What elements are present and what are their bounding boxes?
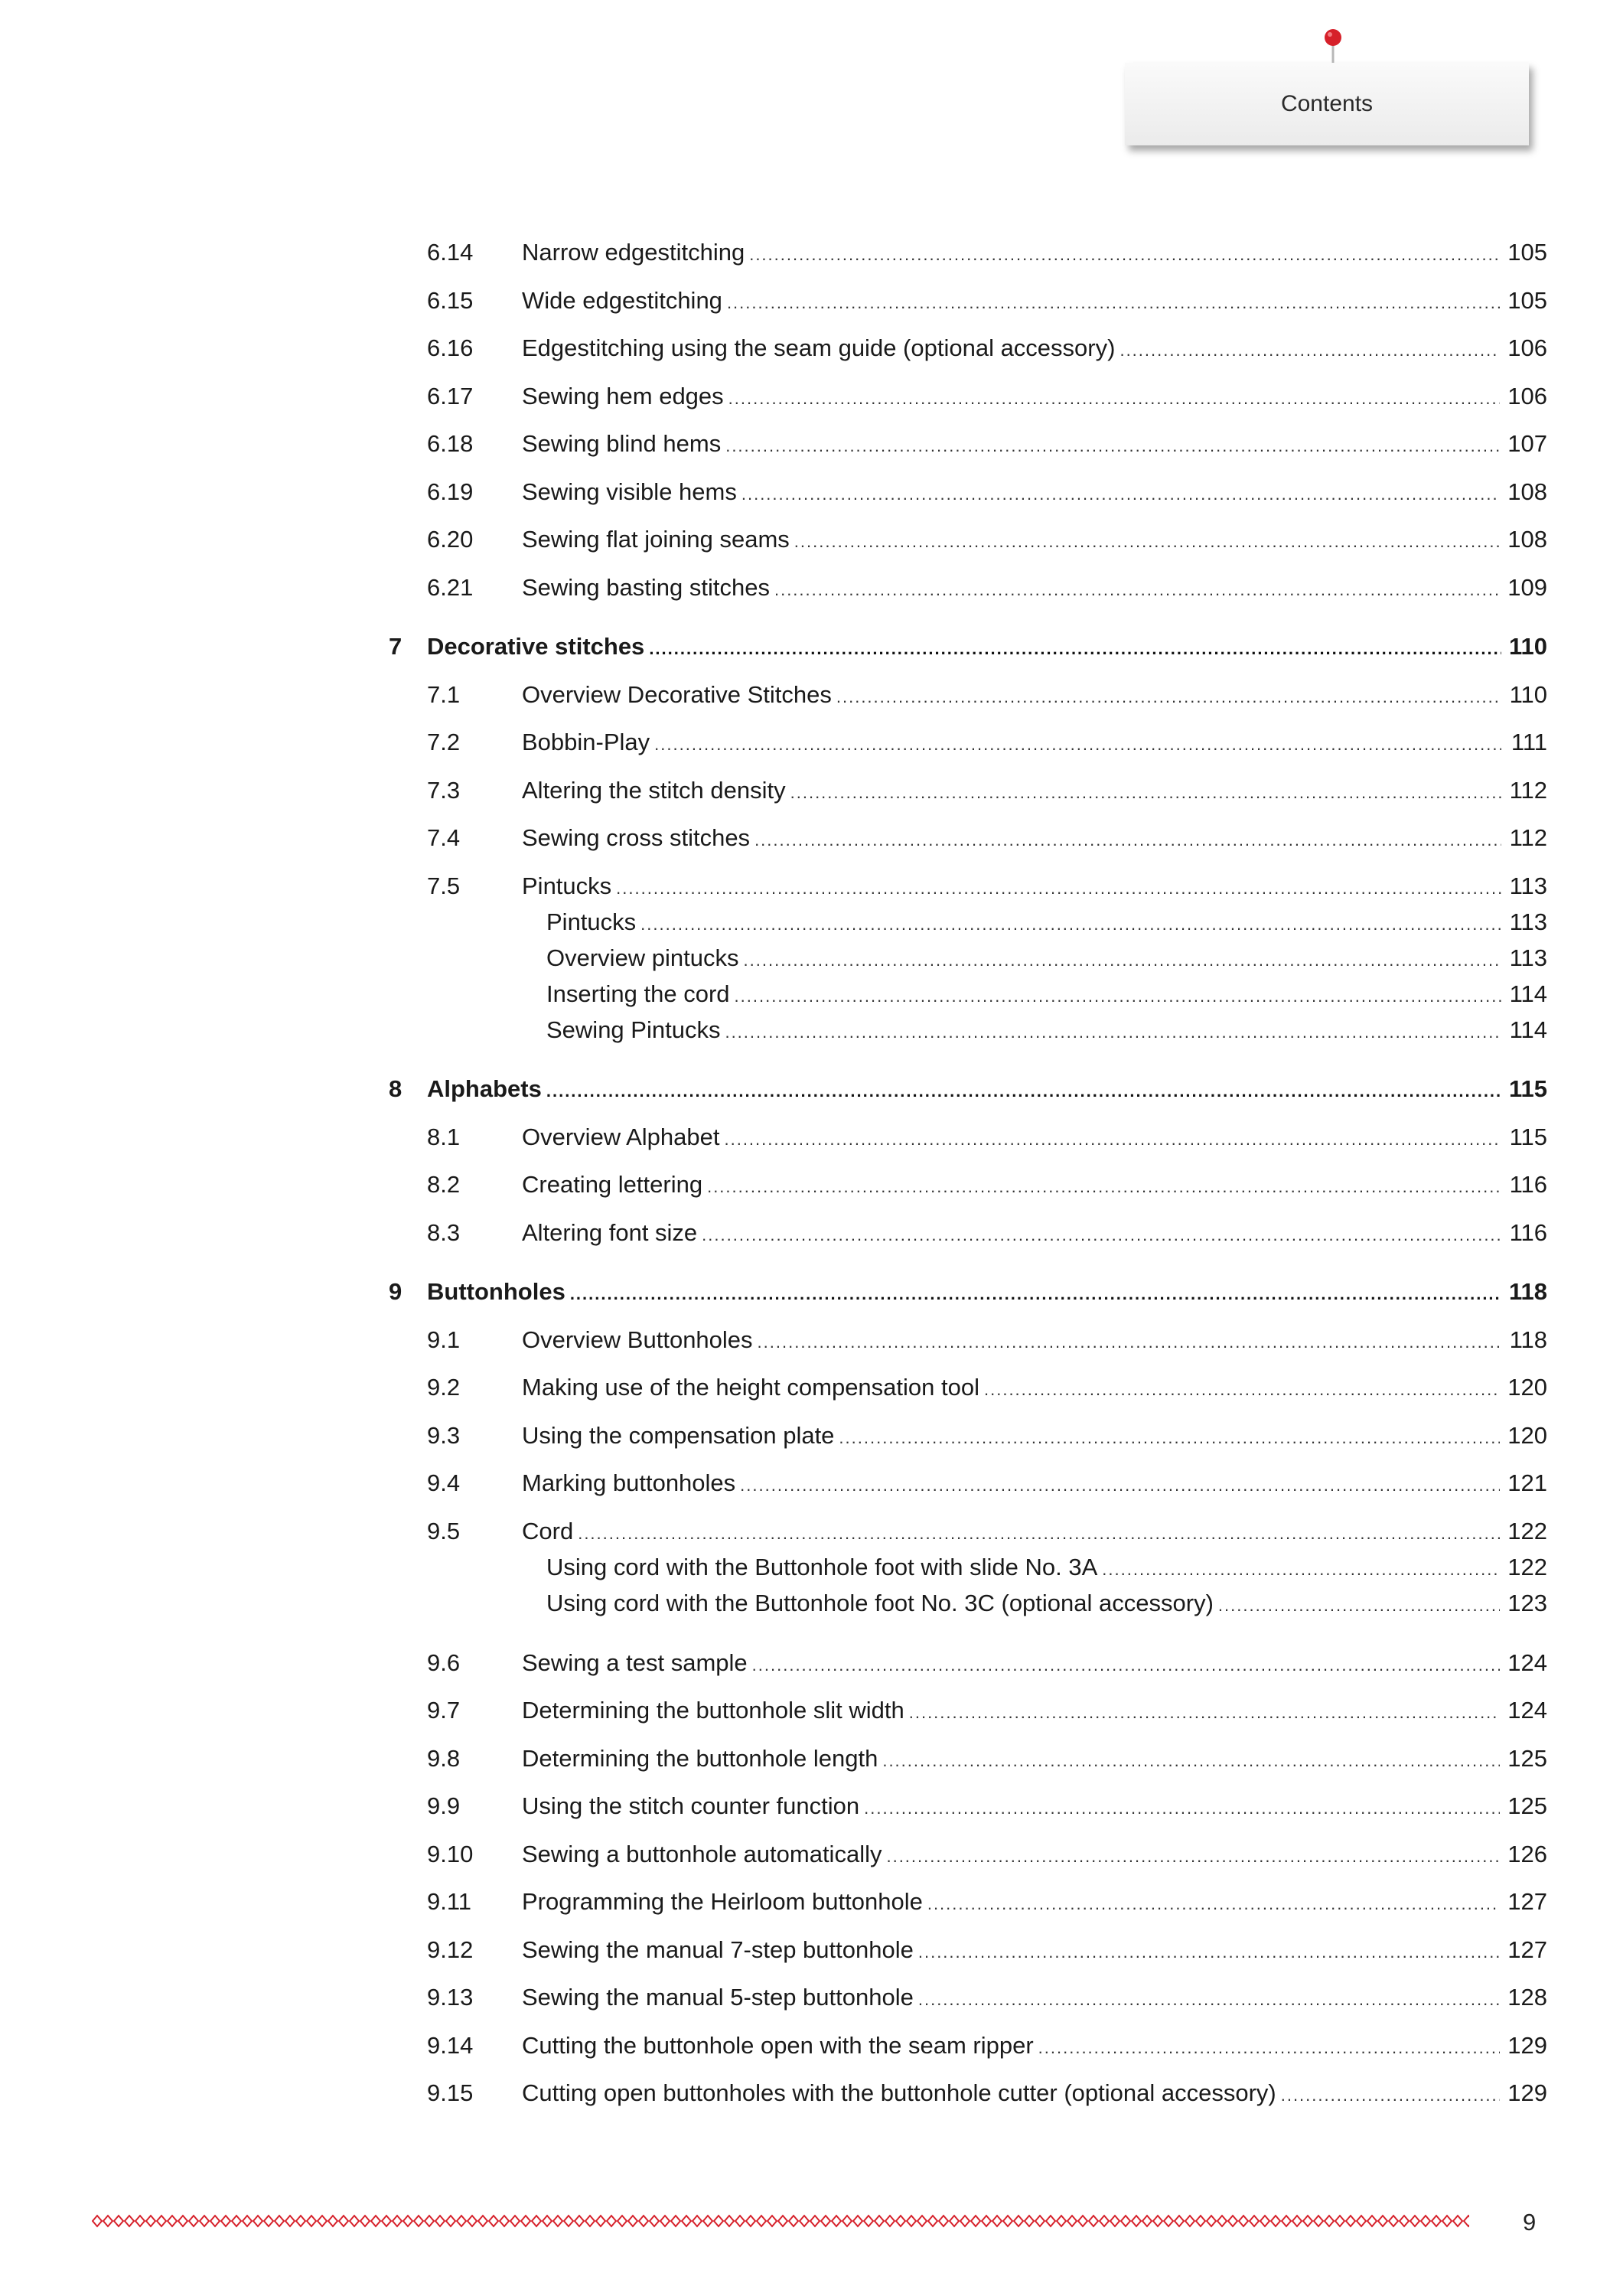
toc-entry-title: Altering font size — [522, 1218, 698, 1246]
toc-entry-page: 124 — [1507, 1697, 1547, 1724]
toc-subsection-entry[interactable] — [546, 979, 1547, 1012]
toc-entry-title: Sewing flat joining seams — [522, 526, 790, 553]
dot-leader — [640, 909, 1501, 940]
dot-leader — [749, 240, 1500, 270]
toc-entry-page: 116 — [1509, 1171, 1547, 1198]
dot-leader — [578, 1518, 1500, 1549]
toc-entry-title: Determining the buttonhole length — [522, 1744, 878, 1772]
dot-leader — [725, 1017, 1501, 1048]
toc-section-entry[interactable] — [427, 727, 1547, 760]
dot-leader — [1038, 2033, 1501, 2063]
toc-entry-page: 120 — [1507, 1374, 1547, 1401]
toc-entry-number: 9.15 — [427, 2079, 474, 2106]
toc-entry-title: Sewing the manual 5-step buttonhole — [522, 1984, 914, 2011]
toc-entry-number: 9.4 — [427, 1469, 461, 1496]
toc-entry-page: 121 — [1507, 1469, 1547, 1496]
toc-entry-page: 105 — [1507, 239, 1547, 266]
toc-entry-title: Sewing basting stitches — [522, 573, 770, 601]
toc-entry-title: Programming the Heirloom buttonhole — [522, 1888, 923, 1915]
toc-entry-number: 9.3 — [427, 1421, 461, 1449]
dot-leader — [725, 431, 1500, 461]
toc-section-entry[interactable] — [427, 524, 1547, 557]
toc-section-entry[interactable] — [427, 1122, 1547, 1155]
toc-entry-page: 129 — [1507, 2031, 1547, 2059]
toc-entry-number: 9.12 — [427, 1936, 474, 1963]
toc-subsection-entry[interactable] — [546, 1552, 1547, 1585]
dot-leader — [794, 527, 1500, 557]
toc-entry-number: 6.16 — [427, 334, 474, 361]
toc-section-entry[interactable] — [427, 285, 1547, 318]
dot-leader — [546, 1076, 1501, 1107]
toc-section-entry[interactable] — [427, 1169, 1547, 1202]
toc-entry-number: 9.13 — [427, 1984, 474, 2011]
toc-entry-number: 7.1 — [427, 680, 461, 708]
toc-section-entry[interactable] — [427, 1982, 1547, 2015]
toc-entry-number: 6.18 — [427, 430, 474, 457]
toc-entry-number: 6.17 — [427, 382, 474, 409]
toc-entry-page: 106 — [1507, 334, 1547, 361]
toc-subsection-entry[interactable] — [546, 1015, 1547, 1048]
dot-leader — [927, 1889, 1500, 1919]
toc-entry-number: 7.5 — [427, 872, 461, 899]
toc-section-entry[interactable] — [427, 1516, 1547, 1549]
toc-entry-title: Wide edgestitching — [522, 286, 722, 314]
toc-entry-page: 110 — [1508, 632, 1547, 660]
dot-leader — [570, 1279, 1501, 1309]
toc-entry-number: 9.10 — [427, 1840, 474, 1867]
dot-leader — [790, 778, 1501, 808]
toc-entry-page: 112 — [1509, 824, 1547, 851]
toc-entry-number: 9.7 — [427, 1697, 461, 1724]
toc-entry-number: 9.2 — [427, 1374, 461, 1401]
toc-entry-page: 109 — [1507, 573, 1547, 601]
dot-leader — [744, 945, 1501, 976]
toc-entry-page: 112 — [1509, 776, 1547, 804]
toc-entry-title: Cutting the buttonhole open with the seam ripper — [522, 2031, 1034, 2059]
toc-entry-number: 7.3 — [427, 776, 461, 804]
toc-entry-page: 116 — [1509, 1218, 1547, 1246]
dot-leader — [724, 1124, 1501, 1155]
dot-leader — [654, 729, 1501, 760]
toc-section-entry[interactable] — [427, 572, 1547, 605]
toc-section-entry[interactable] — [427, 1420, 1547, 1453]
dot-leader — [836, 682, 1501, 713]
toc-entry-title: Making use of the height compensation tool — [522, 1374, 979, 1401]
section-title: Contents — [1280, 91, 1374, 116]
toc-entry-number: 6.14 — [427, 239, 474, 266]
toc-entry-title: Using the compensation plate — [522, 1421, 835, 1449]
toc-chapter-entry[interactable] — [389, 1074, 1547, 1107]
toc-section-entry[interactable] — [427, 477, 1547, 510]
toc-entry-page: 118 — [1509, 1326, 1547, 1353]
toc-section-entry[interactable] — [427, 237, 1547, 270]
toc-entry-number: 6.19 — [427, 478, 474, 505]
toc-entry-title: Sewing blind hems — [522, 430, 722, 457]
toc-section-entry[interactable] — [427, 1218, 1547, 1251]
toc-section-entry[interactable] — [427, 775, 1547, 808]
toc-entry-number: 8 — [389, 1075, 402, 1102]
toc-entry-page: 114 — [1509, 980, 1547, 1007]
toc-entry-page: 125 — [1507, 1744, 1547, 1772]
toc-entry-title: Decorative stitches — [427, 632, 645, 660]
toc-entry-number: 6.15 — [427, 286, 474, 314]
toc-entry-page: 127 — [1507, 1936, 1547, 1963]
toc-entry-page: 108 — [1507, 478, 1547, 505]
toc-entry-page: 113 — [1509, 944, 1547, 971]
toc-entry-page: 122 — [1507, 1553, 1547, 1580]
toc-entry-title: Cord — [522, 1517, 574, 1544]
toc-entry-title: Alphabets — [427, 1075, 542, 1102]
dot-leader — [984, 1375, 1500, 1405]
toc-entry-number: 9.6 — [427, 1649, 461, 1676]
toc-entry-title: Marking buttonholes — [522, 1469, 736, 1496]
toc-section-entry[interactable] — [427, 823, 1547, 856]
dot-leader — [740, 1470, 1500, 1501]
toc-entry-page: 113 — [1509, 908, 1547, 935]
dot-leader — [864, 1793, 1500, 1824]
dot-leader — [839, 1423, 1500, 1453]
dot-leader — [909, 1698, 1501, 1728]
toc-section-entry[interactable] — [427, 1935, 1547, 1968]
toc-entry-number: 7.2 — [427, 729, 461, 755]
toc-section-entry[interactable] — [427, 1791, 1547, 1824]
toc-section-entry[interactable] — [427, 871, 1547, 904]
dot-leader — [886, 1841, 1500, 1872]
toc-entry-number: 9.5 — [427, 1517, 461, 1544]
toc-entry-title: Overview Alphabet — [522, 1123, 720, 1150]
toc-section-entry[interactable] — [427, 2078, 1547, 2111]
toc-entry-title: Overview pintucks — [546, 944, 739, 971]
toc-section-entry[interactable] — [427, 1468, 1547, 1501]
dot-leader — [918, 1937, 1500, 1968]
stitch-decoration — [92, 2212, 1469, 2230]
toc-section-entry[interactable] — [427, 1372, 1547, 1405]
toc-entry-title: Narrow edgestitching — [522, 239, 745, 266]
toc-subsection-entry[interactable] — [546, 907, 1547, 940]
toc-section-entry[interactable] — [427, 2030, 1547, 2063]
toc-entry-page: 120 — [1507, 1421, 1547, 1449]
toc-entry-page: 106 — [1507, 382, 1547, 409]
toc-entry-page: 125 — [1507, 1792, 1547, 1819]
toc-entry-number: 8.3 — [427, 1218, 461, 1246]
toc-entry-page: 107 — [1507, 430, 1547, 457]
toc-entry-number: 8.2 — [427, 1171, 461, 1198]
toc-entry-number: 6.20 — [427, 526, 474, 553]
dot-leader — [918, 1985, 1500, 2015]
toc-entry-page: 110 — [1509, 680, 1547, 708]
toc-entry-title: Sewing visible hems — [522, 478, 737, 505]
toc-entry-title: Determining the buttonhole slit width — [522, 1697, 904, 1724]
toc-entry-title: Cutting open buttonholes with the buttonhole cutter (optional accessory) — [522, 2079, 1276, 2106]
dot-leader — [728, 383, 1501, 414]
toc-entry-page: 113 — [1509, 872, 1547, 899]
dot-leader — [1102, 1554, 1500, 1585]
toc-entry-number: 6.21 — [427, 573, 474, 601]
toc-entry-title: Sewing cross stitches — [522, 824, 751, 851]
toc-section-entry[interactable] — [427, 1887, 1547, 1919]
toc-entry-title: Buttonholes — [427, 1277, 565, 1305]
dot-leader — [616, 873, 1501, 904]
toc-entry-page: 124 — [1507, 1649, 1547, 1676]
dot-leader — [754, 825, 1501, 856]
dot-leader — [707, 1172, 1501, 1202]
toc-entry-page: 108 — [1507, 526, 1547, 553]
toc-section-entry[interactable] — [427, 1648, 1547, 1681]
toc-entry-title: Sewing hem edges — [522, 382, 724, 409]
toc-entry-page: 122 — [1507, 1517, 1547, 1544]
toc-entry-number: 9.11 — [427, 1888, 472, 1915]
toc-entry-title: Sewing a test sample — [522, 1649, 748, 1676]
dot-leader — [741, 479, 1500, 510]
toc-entry-title: Pintucks — [546, 908, 637, 935]
toc-entry-page: 118 — [1508, 1277, 1547, 1305]
toc-section-entry[interactable] — [427, 333, 1547, 366]
dot-leader — [774, 575, 1500, 605]
toc-entry-number: 9.1 — [427, 1326, 461, 1353]
dot-leader — [727, 288, 1500, 318]
toc-entry-title: Overview Decorative Stitches — [522, 680, 832, 708]
toc-section-entry[interactable] — [427, 1325, 1547, 1358]
toc-entry-title: Pintucks — [522, 872, 612, 899]
toc-entry-page: 105 — [1507, 286, 1547, 314]
toc-section-entry[interactable] — [427, 680, 1547, 713]
toc-entry-page: 126 — [1507, 1840, 1547, 1867]
page-number: 9 — [1523, 2209, 1537, 2236]
toc-entry-title: Edgestitching using the seam guide (optional accessory) — [522, 334, 1116, 361]
toc-entry-title: Using cord with the Buttonhole foot No. 3C (optional accessory) — [546, 1589, 1214, 1616]
toc-entry-number: 9.9 — [427, 1792, 461, 1819]
dot-leader — [882, 1746, 1500, 1776]
toc-entry-page: 114 — [1509, 1016, 1547, 1043]
toc-entry-title: Overview Buttonholes — [522, 1326, 753, 1353]
dot-leader — [735, 981, 1501, 1012]
toc-subsection-entry[interactable] — [546, 943, 1547, 976]
toc-entry-title: Bobbin-Play — [522, 729, 650, 755]
toc-chapter-entry[interactable] — [389, 631, 1547, 664]
toc-entry-page: 129 — [1507, 2079, 1547, 2106]
dot-leader — [1218, 1590, 1500, 1621]
toc-section-entry[interactable] — [427, 429, 1547, 461]
toc-entry-page: 128 — [1507, 1984, 1547, 2011]
toc-entry-title: Using the stitch counter function — [522, 1792, 860, 1819]
toc-entry-number: 9 — [389, 1277, 402, 1305]
dot-leader — [702, 1220, 1501, 1251]
toc-entry-number: 7 — [389, 632, 402, 660]
toc-entry-title: Sewing a buttonhole automatically — [522, 1840, 882, 1867]
toc-entry-title: Altering the stitch density — [522, 776, 786, 804]
toc-subsection-entry[interactable] — [546, 1588, 1547, 1621]
toc-entry-page: 127 — [1507, 1888, 1547, 1915]
toc-entry-title: Using cord with the Buttonhole foot with slide No. 3A — [546, 1553, 1098, 1580]
toc-entry-number: 9.8 — [427, 1744, 461, 1772]
dot-leader — [649, 634, 1501, 664]
dot-leader — [752, 1650, 1501, 1681]
toc-entry-page: 123 — [1507, 1589, 1547, 1616]
toc-section-entry[interactable] — [427, 1839, 1547, 1872]
toc-entry-page: 115 — [1508, 1075, 1547, 1102]
toc-section-entry[interactable] — [427, 1743, 1547, 1776]
toc-entry-title: Sewing the manual 7-step buttonhole — [522, 1936, 914, 1963]
toc-entry-number: 9.14 — [427, 2031, 474, 2059]
toc-section-entry[interactable] — [427, 1695, 1547, 1728]
toc-chapter-entry[interactable] — [389, 1277, 1547, 1309]
toc-entry-title: Sewing Pintucks — [546, 1016, 721, 1043]
dot-leader — [1119, 335, 1500, 366]
toc-entry-page: 111 — [1511, 729, 1547, 755]
toc-entry-title: Inserting the cord — [546, 980, 730, 1007]
toc-entry-page: 115 — [1509, 1123, 1547, 1150]
toc-entry-number: 7.4 — [427, 824, 461, 851]
dot-leader — [1281, 2080, 1501, 2111]
toc-section-entry[interactable] — [427, 381, 1547, 414]
toc-entry-number: 8.1 — [427, 1123, 461, 1150]
toc-entry-title: Creating lettering — [522, 1171, 703, 1198]
dot-leader — [758, 1327, 1501, 1358]
